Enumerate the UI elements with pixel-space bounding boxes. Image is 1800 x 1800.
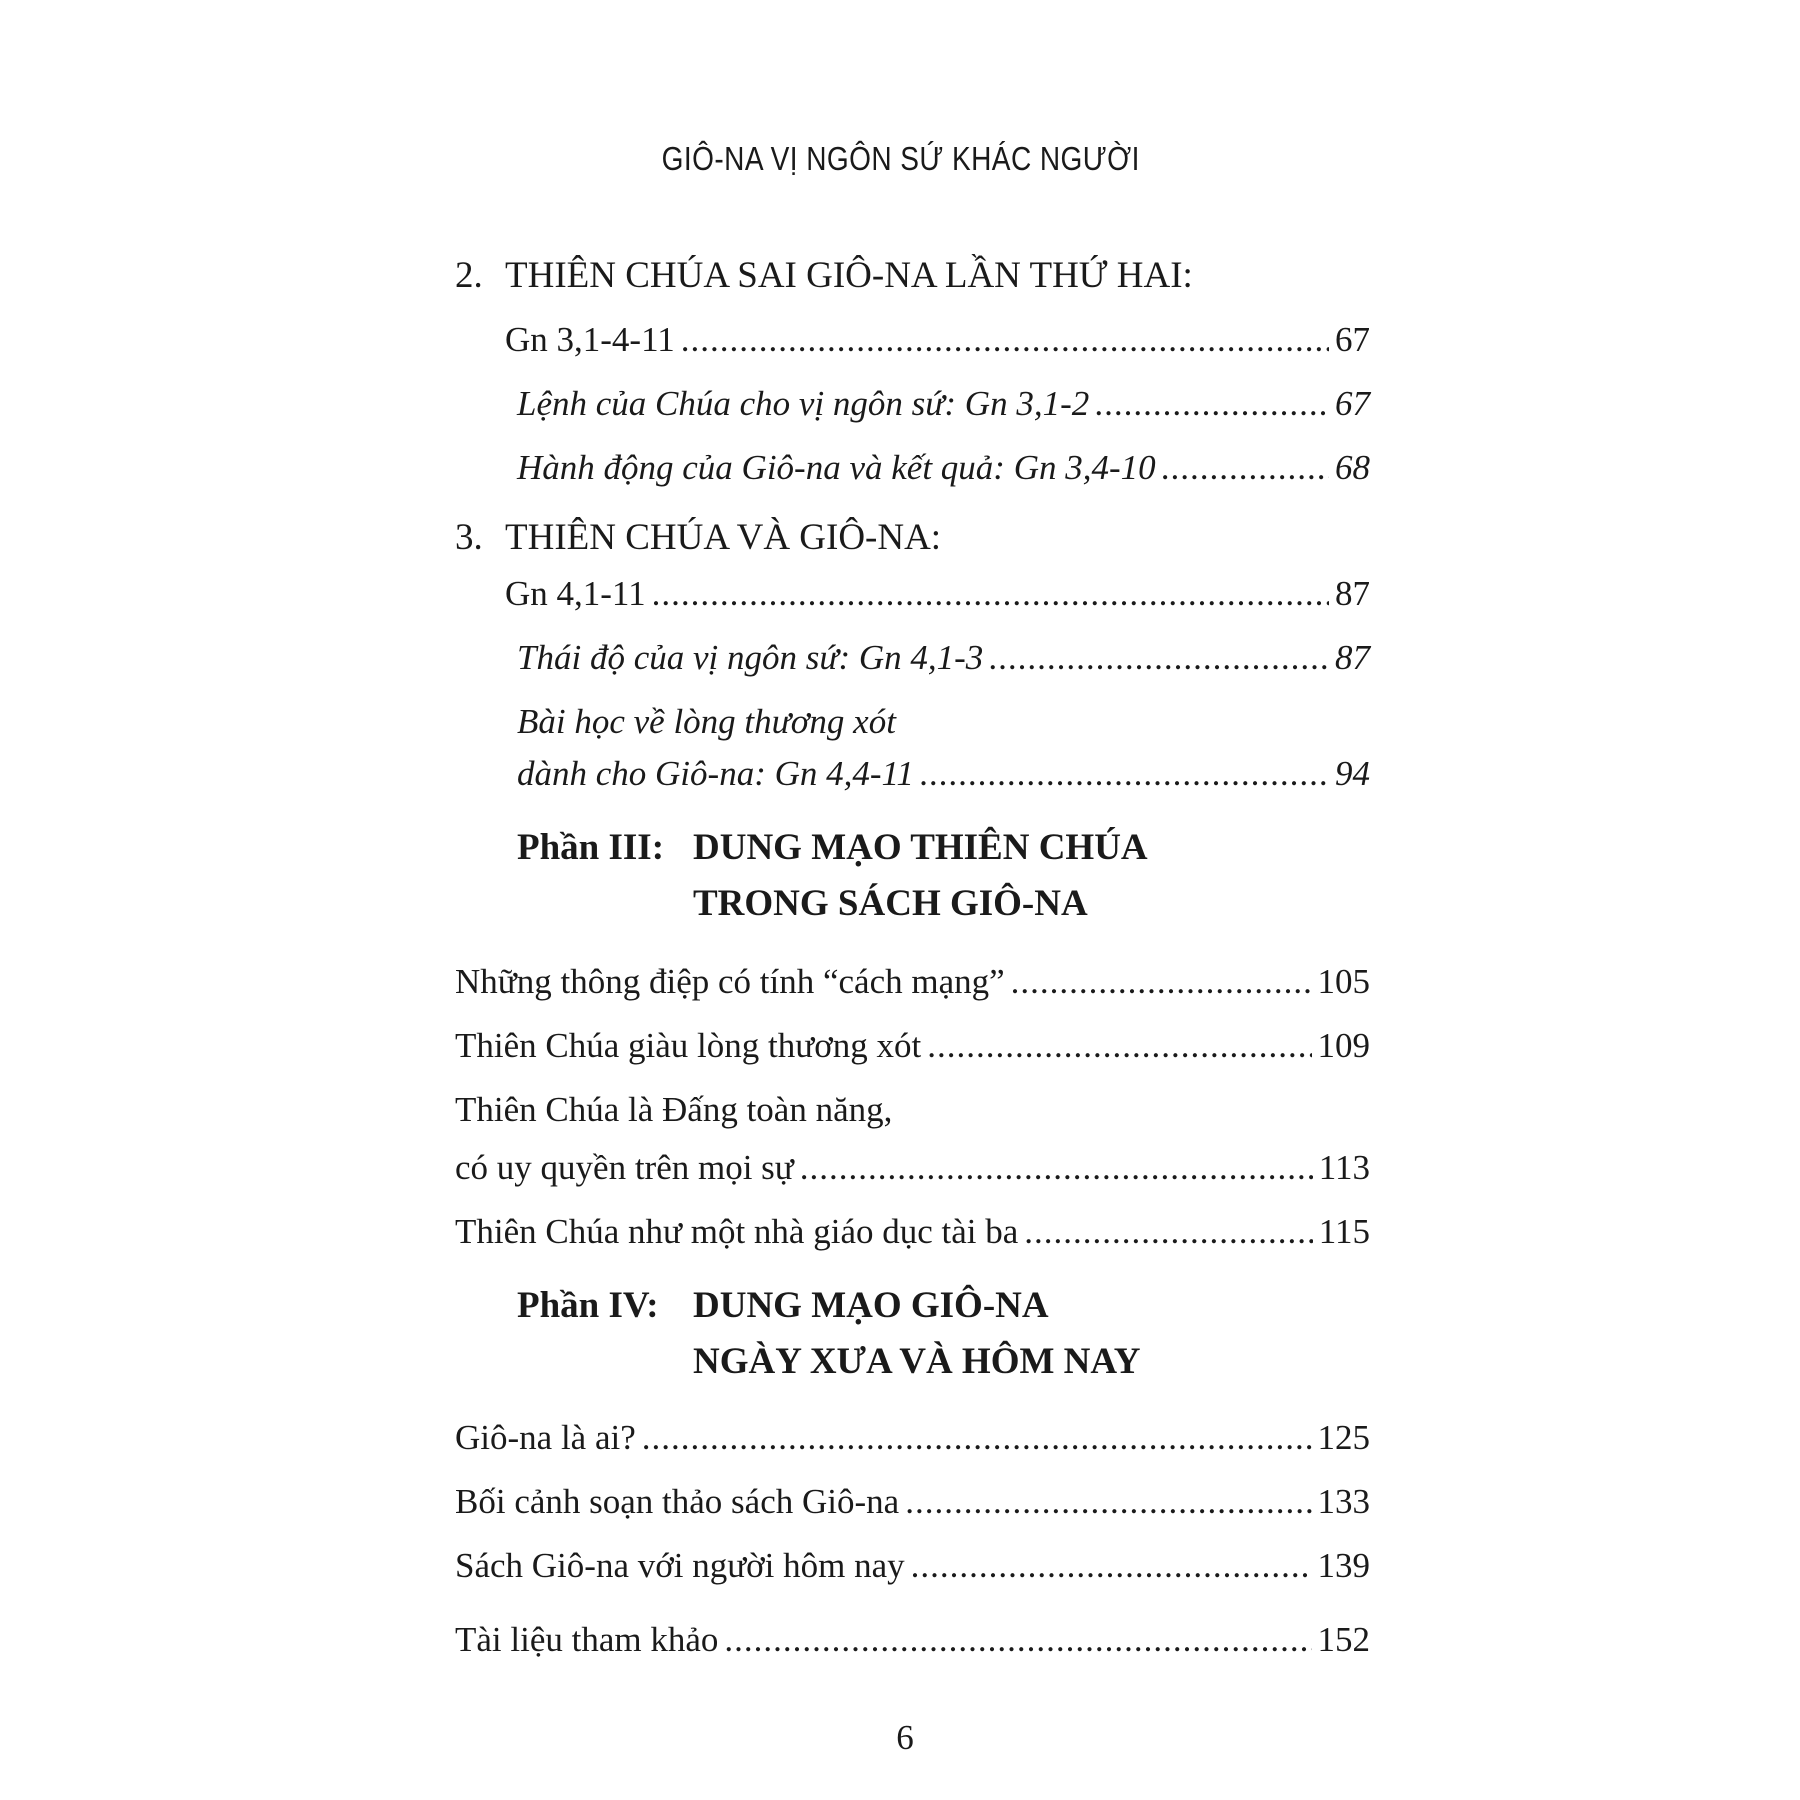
toc-entry-text: Hành động của Giô-na và kết quả: Gn 3,4-10 xyxy=(517,448,1156,487)
part-3-heading xyxy=(455,820,1370,932)
toc-entry[interactable] xyxy=(455,1414,1370,1462)
toc-entry[interactable] xyxy=(455,1208,1370,1256)
toc-entry-page: 87 xyxy=(1335,574,1370,613)
dot-leader xyxy=(905,1478,1311,1526)
toc-entry-text: Bối cảnh soạn thảo sách Giô-na xyxy=(455,1482,900,1521)
dot-leader xyxy=(800,1144,1313,1192)
toc-subentry[interactable] xyxy=(455,444,1370,492)
dot-leader xyxy=(911,1542,1312,1590)
toc-section-3-heading xyxy=(455,514,1370,562)
toc-entry[interactable] xyxy=(455,1144,1370,1192)
toc-entry-page: 105 xyxy=(1317,962,1370,1001)
part-label: Phần IV: xyxy=(517,1285,659,1326)
toc-entry-page: 139 xyxy=(1317,1546,1370,1585)
dot-leader xyxy=(927,1022,1311,1070)
page-number: 6 xyxy=(896,1718,914,1757)
part-title-line2: NGÀY XƯA VÀ HÔM NAY xyxy=(693,1341,1141,1382)
toc-entry-text: Sách Giô-na với người hôm nay xyxy=(455,1546,905,1585)
toc-section-2-heading xyxy=(455,252,1370,300)
toc-subentry-line1: Bài học về lòng thương xót xyxy=(517,702,896,741)
toc-entry-references[interactable] xyxy=(455,1616,1370,1664)
toc-entry-page: 67 xyxy=(1335,384,1370,423)
toc-entry-page: 68 xyxy=(1335,448,1370,487)
toc-entry-text: Gn 3,1-4-11 xyxy=(505,320,675,359)
running-head: GIÔ-NA VỊ NGÔN SỨ KHÁC NGƯỜI xyxy=(661,140,1140,177)
section-number: 2. xyxy=(455,255,483,296)
toc-entry-text: Tài liệu tham khảo xyxy=(455,1620,719,1659)
toc-entry-page: 67 xyxy=(1335,320,1370,359)
dot-leader xyxy=(1162,444,1329,492)
table-of-contents xyxy=(455,252,1370,1664)
section-title: THIÊN CHÚA SAI GIÔ-NA LẦN THỨ HAI: xyxy=(505,255,1193,296)
toc-entry[interactable] xyxy=(455,958,1370,1006)
toc-entry-page: 87 xyxy=(1335,638,1370,677)
dot-leader xyxy=(724,1616,1311,1664)
dot-leader xyxy=(681,316,1329,364)
toc-entry-page: 109 xyxy=(1317,1026,1370,1065)
toc-entry-section-2[interactable] xyxy=(455,316,1370,364)
toc-entry-text: Thiên Chúa như một nhà giáo dục tài ba xyxy=(455,1212,1019,1251)
part-title-line1: DUNG MẠO THIÊN CHÚA xyxy=(693,827,1148,868)
toc-entry-line1: Thiên Chúa là Đấng toàn năng, xyxy=(455,1090,893,1129)
dot-leader xyxy=(989,634,1329,682)
toc-entry[interactable] xyxy=(455,1478,1370,1526)
toc-entry-text: dành cho Giô-na: Gn 4,4-11 xyxy=(517,754,914,793)
toc-entry-page: 152 xyxy=(1317,1620,1370,1659)
toc-entry-page: 94 xyxy=(1335,754,1370,793)
dot-leader xyxy=(642,1414,1312,1462)
toc-entry-page: 125 xyxy=(1317,1418,1370,1457)
toc-entry-page: 133 xyxy=(1317,1482,1370,1521)
toc-entry-text: Những thông điệp có tính “cách mạng” xyxy=(455,962,1005,1001)
toc-entry-page: 113 xyxy=(1318,1148,1370,1187)
toc-entry-section-3[interactable] xyxy=(455,570,1370,618)
toc-entry-text: Lệnh của Chúa cho vị ngôn sứ: Gn 3,1-2 xyxy=(517,384,1090,423)
section-number: 3. xyxy=(455,517,483,558)
toc-entry-text: Thái độ của vị ngôn sứ: Gn 4,1-3 xyxy=(517,638,984,677)
toc-entry[interactable] xyxy=(455,1542,1370,1590)
dot-leader xyxy=(1024,1208,1313,1256)
toc-entry-page: 115 xyxy=(1318,1212,1370,1251)
section-title: THIÊN CHÚA VÀ GIÔ-NA: xyxy=(505,517,942,558)
part-title-line2: TRONG SÁCH GIÔ-NA xyxy=(693,883,1088,924)
part-label: Phần III: xyxy=(517,827,665,868)
dot-leader xyxy=(1095,380,1329,428)
toc-subentry[interactable] xyxy=(455,634,1370,682)
dot-leader xyxy=(652,570,1329,618)
toc-entry-text: Giô-na là ai? xyxy=(455,1418,636,1457)
part-title-line1: DUNG MẠO GIÔ-NA xyxy=(693,1285,1049,1326)
toc-entry[interactable] xyxy=(455,1022,1370,1070)
dot-leader xyxy=(1011,958,1312,1006)
toc-subentry[interactable] xyxy=(455,750,1370,798)
toc-entry-text: có uy quyền trên mọi sự xyxy=(455,1148,794,1187)
toc-subentry[interactable] xyxy=(455,380,1370,428)
toc-entry-text: Thiên Chúa giàu lòng thương xót xyxy=(455,1026,922,1065)
toc-entry-text: Gn 4,1-11 xyxy=(505,574,646,613)
dot-leader xyxy=(920,750,1329,798)
part-4-heading xyxy=(455,1278,1370,1390)
